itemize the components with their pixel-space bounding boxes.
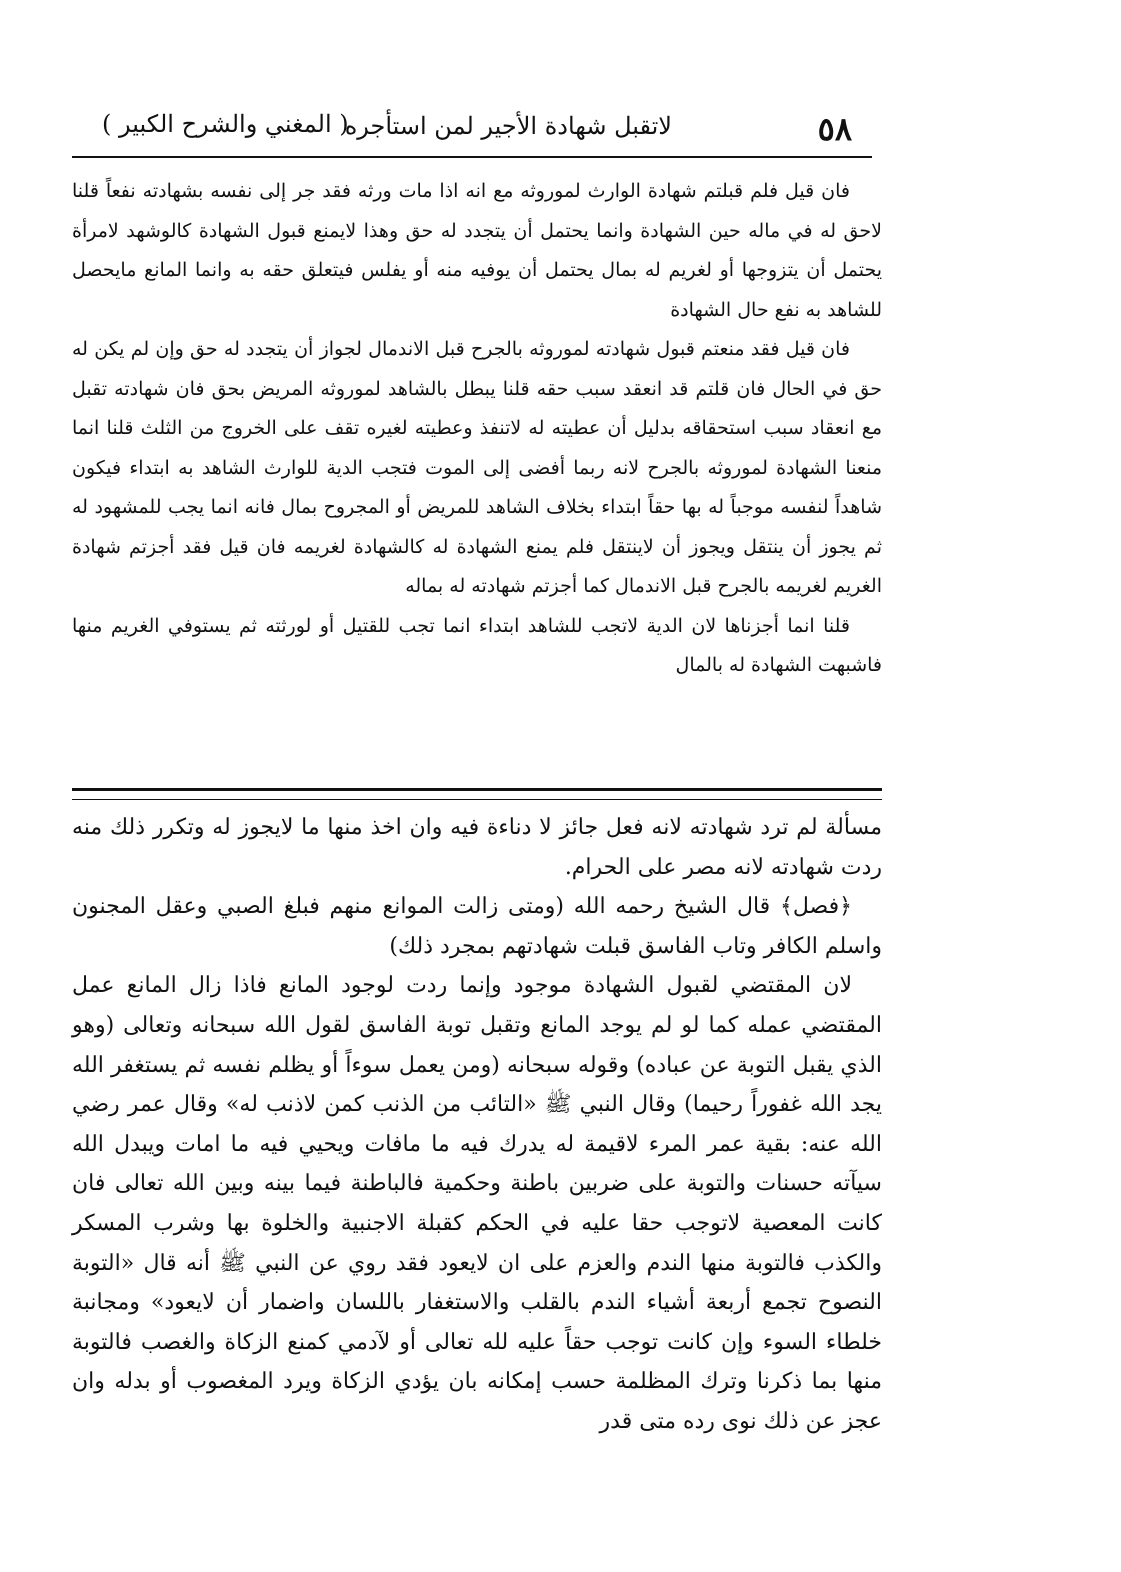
main-text-section	[72, 808, 882, 1442]
header-rule	[72, 156, 872, 158]
main-paragraph: ﴿فصل﴾ قال الشيخ رحمه الله (ومتى زالت الموانع منهم فبلغ الصبي وعقل المجنون واسلم الكافر وتاب الفاسق قبلت شهادتهم بمجرد ذلك)	[72, 894, 882, 959]
main-paragraph: مسألة لم ترد شهادته لانه فعل جائز لا دناءة فيه وان اخذ منها ما لايجوز له وتكرر ذلك منه ردت شهادته لانه مصر على الحرام.	[72, 815, 882, 880]
page-number: ٥٨	[817, 110, 852, 148]
commentary-paragraph: فان قيل فلم قبلتم شهادة الوارث لموروثه مع انه اذا مات ورثه فقد جر إلى نفسه بشهادته نفعاً قلنا لاحق له في ماله حين الشهادة وانما يحتمل أن يتجدد له حق وهذا لايمنع قبول الشهادة كالوشهد لامرأة يحتمل أن يتزوجها أو لغريم له بمال يحتمل أن يوفيه منه أو يفلس فيتعلق حقه به وانما المانع مايحصل للشاهد به نفع حال الشهادة	[72, 180, 882, 321]
commentary-paragraph: فان قيل فقد منعتم قبول شهادته لموروثه بالجرح قبل الاندمال لجواز أن يتجدد له حق وإن لم يكن له حق في الحال فان قلتم قد انعقد سبب حقه قلنا يبطل بالشاهد لموروثه المريض بحق فان شهادته تقبل مع انعقاد سبب استحقاقه بدليل أن عطيته له لاتنفذ وعطيته لغيره تقف على الخروج من الثلث قلنا انما منعنا الشهادة لموروثه بالجرح لانه ربما أفضى إلى الموت فتجب الدية للوارث الشاهد به ابتداء فيكون شاهداً لنفسه موجباً له بها حقاً ابتداء بخلاف الشاهد للمريض أو المجروح بمال فانه انما يجب للمشهود له ثم يجوز أن ينتقل ويجوز أن لاينتقل فلم يمنع الشهادة له كالشهادة لغريمه فان قيل فقد أجزتم شهادة الغريم لغريمه بالجرح قبل الاندمال كما أجزتم شهادته له بماله	[72, 338, 882, 597]
commentary-section	[72, 172, 882, 686]
page-header	[62, 90, 882, 160]
book-title: ( المغني والشرح الكبير )	[102, 110, 349, 138]
book-page	[62, 90, 882, 1490]
main-paragraph: لان المقتضي لقبول الشهادة موجود وإنما ردت لوجود المانع فاذا زال المانع عمل المقتضي عمله كما لو لم يوجد المانع وتقبل توبة الفاسق لقول الله سبحانه وتعالى (وهو الذي يقبل التوبة عن عباده) وقوله سبحانه (ومن يعمل سوءاً أو يظلم نفسه ثم يستغفر الله يجد الله غفوراً رحيما) وقال النبي ﷺ «التائب من الذنب كمن لاذنب له» وقال عمر رضي الله عنه: بقية عمر المرء لاقيمة له يدرك فيه ما مافات ويحيي فيه ما امات ويبدل الله سيآته حسنات والتوبة على ضربين باطنة وحكمية فالباطنة فيما بينه وبين الله تعالى فان كانت المعصية لاتوجب حقا عليه في الحكم كقبلة الاجنبية والخلوة بها وشرب المسكر والكذب فالتوبة منها الندم والعزم على ان لايعود فقد روي عن النبي ﷺ أنه قال «التوبة النصوح تجمع أربعة أشياء الندم بالقلب والاستغفار باللسان واضمار أن لايعود» ومجانبة خلطاء السوء وإن كانت توجب حقاً عليه لله تعالى أو لآدمي كمنع الزكاة والغصب فالتوبة منها بما ذكرنا وترك المظلمة حسب إمكانه بان يؤدي الزكاة ويرد المغصوب أو بدله وان عجز عن ذلك نوى رده متى قدر	[72, 973, 882, 1434]
commentary-paragraph: قلنا انما أجزناها لان الدية لاتجب للشاهد ابتداء انما تجب للقتيل أو لورثته ثم يستوفي الغريم منها فاشبهت الشهادة له بالمال	[72, 614, 882, 676]
running-title: لاتقبل شهادة الأجير لمن استأجره	[344, 112, 672, 140]
section-separator	[72, 788, 882, 800]
